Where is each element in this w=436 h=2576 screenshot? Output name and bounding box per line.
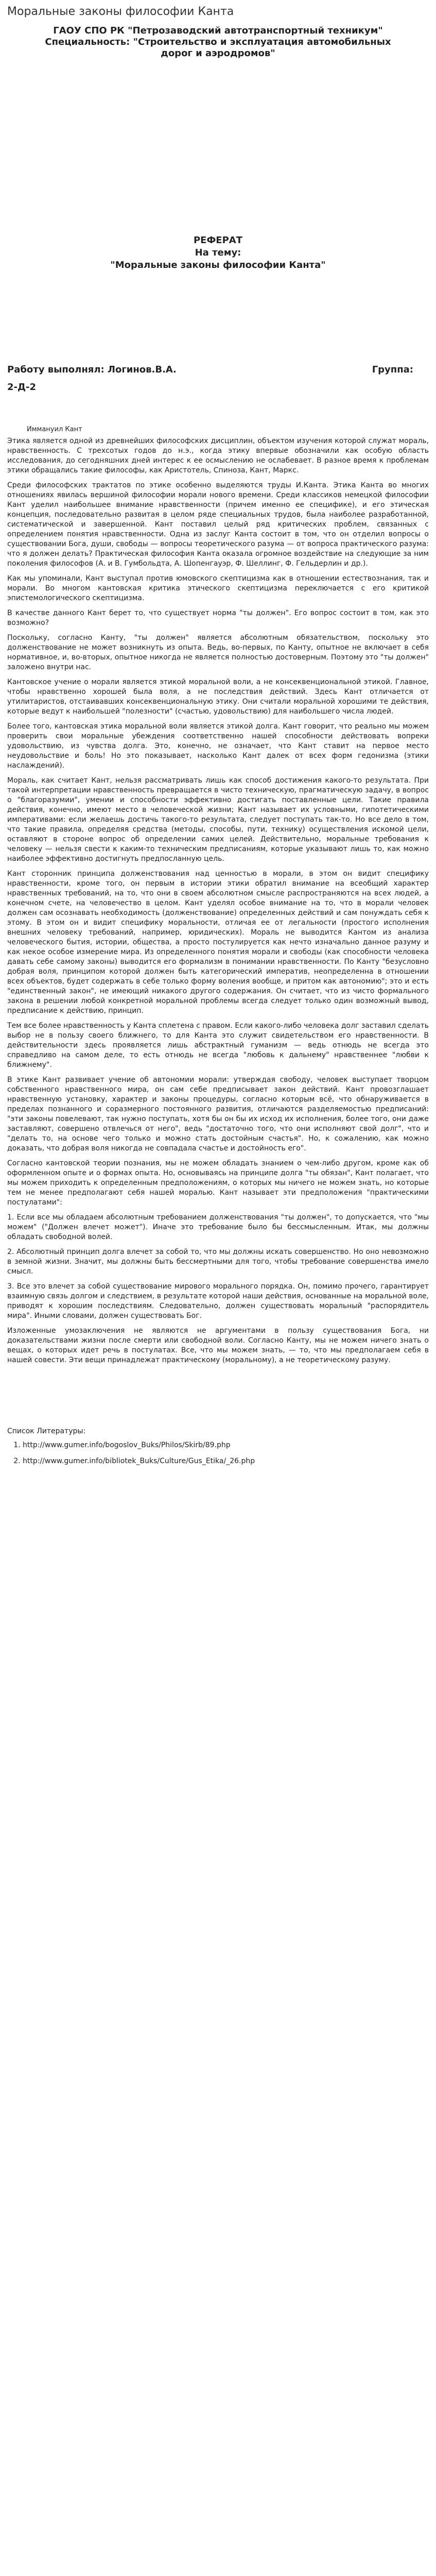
paragraph: Кантовское учение о морали является этикой моральной воли, а не консеквенциональной этикой. Главное, чтобы нравственно хорошей была воля, а не последствия действий. Здесь Кант отличается от утилитаристов, отстаивавших консеквенциональную этику. Они считали моральной хорошими те действия, которые ведут к наибольшей "полезности" (счастью, удовольствию) для наибольшего числа людей. bbox=[7, 678, 429, 716]
topic-label: На тему: bbox=[195, 247, 241, 258]
paragraph: Мораль, как считает Кант, нельзя рассматривать лишь как способ достижения какого-то результата. При такой интерпретации нравственность превращается в чисто техническую, прагматическую задачу, в вопрос о "благоразумии", умении и способности эффективно достигать поставленные цели. Такие правила действия, конечно, имеют место в человеческой жизни; Кант называет их условными, гипотетическими императивами: если желаешь достичь такого-то результата, следует поступать так-то. Но все дело в том, что такие правила, определяя средства (методы, способы, пути, технику) осуществления искомой цели, оставляют в стороне вопрос об определении самих целей. Действительно, моральные требования к человеку — нельзя свести к каким-то техническим предписаниям, которые указывают лишь то, как можно наиболее эффективно достигнуть предпосланную цель. bbox=[7, 776, 429, 863]
postulate-item: 2. Абсолютный принцип долга влечет за собой то, что мы должны искать совершенство. Но оно невозможно в земной жизни. Значит, мы должны быть бессмертными для того, чтобы требование совершенства имело смысл. bbox=[7, 1248, 429, 1276]
report-topic: "Моральные законы философии Канта" bbox=[110, 260, 326, 270]
group-value: 2-Д-2 bbox=[7, 382, 37, 393]
main-text bbox=[7, 436, 429, 1365]
paragraph: Этика является одной из древнейших философских дисциплин, объектом изучения которой служат мораль, нравственность. С трехсотых годов до н.э., когда этику впервые обозначили как особую область исследования, до сегодняшних дней интерес к ее осмыслению не ослабевает. В разное время к проблемам этики обращались такие философы, как Аристотель, Спиноза, Кант, Маркс. bbox=[7, 437, 429, 474]
photo-caption: Иммануил Кант bbox=[27, 426, 82, 433]
paragraph: В качестве данного Кант берет то, что существует норма "ты должен". Его вопрос состоит в том, как это возможно? bbox=[7, 609, 429, 627]
author-text: Работу выполнял: Логинов.В.А. bbox=[7, 364, 177, 375]
specialty-line-2: дорог и аэродромов" bbox=[161, 48, 275, 59]
organization-heading: ГАОУ СПО РК "Петрозаводский автотранспортный техникум" bbox=[53, 25, 383, 36]
paragraph: В этике Кант развивает учение об автономии морали: утверждая свободу, человек выступает творцом собственного нравственного мира, он сам себе предписывает закон действий. Кант провозглашает нравственную установку, характер и законы процедуры, согласно которым всё, что обнаруживается в пределах познанного и соразмерного постоянного развития, отличаются разделяемостью предписаний: "эти законы повелевают, так нужно поступать, хотя бы он бы их исход их исполнения, более того, они даже заставляют, совершено отвлечься от него", ведь "достаточно того, что они исполняют свой долг", что и "делать то, на основе чего только и можно стать достойным счастья". Но, к сожалению, как можно доказать, что добрая воля никогда не совпадала счастье и достойность его". bbox=[7, 1076, 429, 1153]
paragraph: Среди философских трактатов по этике особенно выделяются труды И.Канта. Этика Канта во многих отношениях явилась вершиной философии морали нового времени. Среди классиков немецкой философии Кант уделил наибольшее внимание нравственности (причем именно ее специфике), и его этическая концепция, последовательно развитая в целом ряде специальных трудов, была наиболее разработанной, систематической и завершенной. Кант поставил целый ряд критических проблем, связанных с определением понятия нравственности. Одна из заслуг Канта состоит в том, что он отделил вопросы о существовании Бога, души, свободы — вопросы теоретического разума — от вопроса практического разума: что я должен делать? Практическая философия Канта оказала огромное воздействие на следующие за ним поколения философов (А. и В. Гумбольдта, А. Шопенгауэр, Ф. Шеллинг, Ф. Гельдерлин и др.). bbox=[7, 481, 429, 568]
paragraph: Кант сторонник принципа долженствования над ценностью в морали, в этом он видит специфику нравственности, кроме того, он первым в истории этики обратил внимание на всеобщий характер нравственных требований, на то, что они в своем абсолютном смысле распространяются на всех людей, а конечном счете, на человечество в целом. Кант уделял особое внимание на то, что в морали человек должен сам осознавать необходимость (долженствование) определенных действий и сам понуждать себя к этому. В этом он и видит специфику моральности, отличая ее от легальности (простого исполнения внешних человеку требований, например, юридических). Мораль не выводится Кантом из анализа человеческого бытия, истории, общества, а просто постулируется как нечто изначально данное разуму и как некое особое измерение мира. Из определенного понятия морали и свободы (как способности человека давать себе самому законы) выводится его формализм в понимании нравственности. По Канту "безусловно добрая воля, принципом которой должен быть категорический императив, неопределенна в отношении всех объектов, будет содержать в себе только форму воления вообще, и притом как автономию"; это и есть "единственный закон", не имеющий никакого другого содержания. Он считает, что из чисто формального закона в решении любой конкретной моральной проблемы всегда следует только один возможный вывод, предписание к действию, принцип. bbox=[7, 870, 429, 1015]
specialty-line-1: Специальность: "Строительство и эксплуатация автомобильных bbox=[45, 37, 391, 47]
author-row bbox=[7, 364, 429, 376]
postulate-item: 1. Если все мы обладаем абсолютным требованием долженствования "ты должен", то допускается, что "мы можем" ("Должен влечет может"). Иначе это требование было бы бессмысленным. Итак, мы должны обладать свободной волей. bbox=[7, 1213, 429, 1241]
report-label: РЕФЕРАТ bbox=[193, 235, 243, 246]
paragraph: Поскольку, согласно Канту, "ты должен" является абсолютным обязательством, поскольку это долженствование не может возникнуть из опыта. Ведь, во-первых, по Канту, опытное не включает в себя нормативное, и, во-вторых, опытное никогда не является полностью достоверным. Поэтому это "ты должен" заложено внутри нас. bbox=[7, 634, 429, 671]
paragraph: Согласно кантовской теории познания, мы не можем обладать знанием о чем-либо другом, кроме как об оформленном опыте и о формах опыта. Но, основываясь на принципе долга "ты обязан", Кант полагает, что мы можем приходить к определенным предположениям, о которых мы ничего не можем знать, но которые тем не менее предполагают себя нашей моралью. Кант называет эти предположения "практическими постулатами": bbox=[7, 1159, 429, 1207]
closing-paragraph: Изложенные умозаключения не являются не аргументами в пользу существования Бога, ни доказательствами жизни после смерти или свободной воли. Согласно Канту, мы не можем ничего знать о вещах, о которых идет речь в постулатах. Все, что мы можем знать, — то, что мы предполагаем себя в нашей совести. Эти вещи принадлежат практическому (моральному), а не теоретическому разуму. bbox=[7, 1327, 429, 1364]
paragraph: Более того, кантовская этика моральной воли является этикой долга. Кант говорит, что реально мы можем проверить свои моральные убеждения соответственно нашей способности действовать вопреки удовольствию, из чувства долга. Это, конечно, не означает, что Кант ставит на первое место неудовольствие и боль! Но это показывает, насколько Кант далек от всех форм гедонизма (этики наслаждений). bbox=[7, 722, 429, 770]
postulate-item: 3. Все это влечет за собой существование мирового морального порядка. Он, помимо прочего, гарантирует взаимную связь долгом и следствием, в результате которой наши действия, основанные на моральной воле, приводят к хорошим последствиям. Следовательно, должен существовать моральный "распорядитель мира". Иными словами, должен существовать Бог. bbox=[7, 1282, 429, 1320]
references-list bbox=[7, 1440, 429, 1466]
page-title: Моральные законы философии Канта bbox=[7, 5, 234, 18]
report-title-block bbox=[7, 234, 429, 272]
reference-link[interactable]: 2. http://www.gumer.info/bibliotek_Buks/Culture/Gus_Etika/_26.php bbox=[23, 1456, 429, 1466]
reference-link[interactable]: 1. http://www.gumer.info/bogoslov_Buks/Philos/Skirb/89.php bbox=[23, 1440, 429, 1450]
group-label: Группа: bbox=[372, 364, 413, 375]
references-title: Список Литературы: bbox=[7, 1427, 86, 1435]
paragraph: Как мы упоминали, Кант выступал против юмовского скептицизма как в отношении естествознания, так и морали. Во многом кантовская критика этического скептицизма переключается с его критикой эпистемологического скептицизма. bbox=[7, 574, 429, 602]
paragraph: Тем все более нравственность у Канта сплетена с правом. Если какого-либо человека долг заставил сделать выбор не в пользу своего ближнего, то для Канта это служит свидетельством его нравственности. В действительности здесь проявляется лишь абстрактный гуманизм — ведь отнюдь не всегда это справедливо на самом деле, то есть отнюдь не всегда "любовь к дальнему" нравственнее "любви к ближнему". bbox=[7, 1022, 429, 1069]
